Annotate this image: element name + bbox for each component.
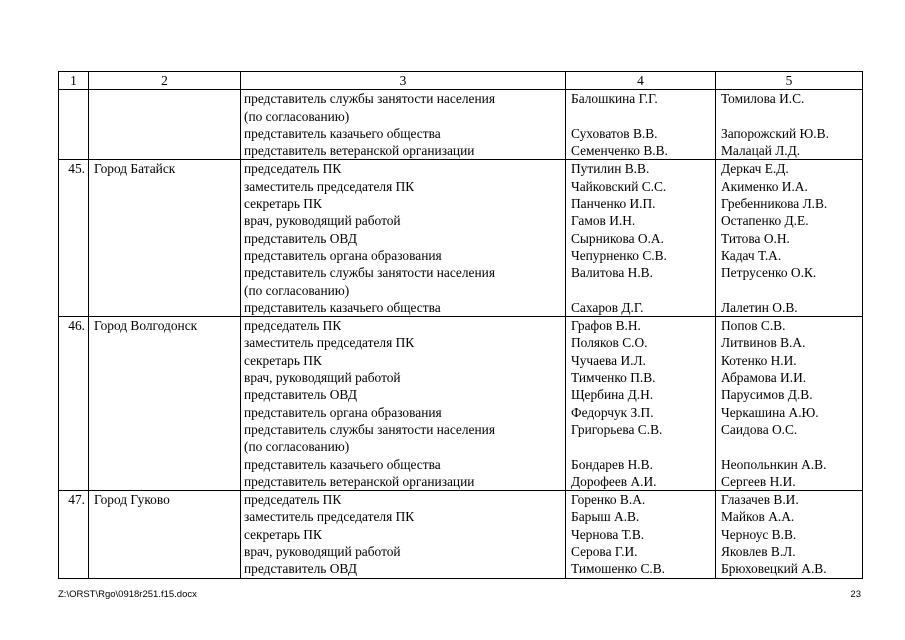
- primary-member-name: Валитова Н.В.: [571, 265, 653, 281]
- primary-member-name: Щербина Д.Н.: [571, 387, 654, 403]
- col-header-5: 5: [716, 72, 863, 90]
- role-line: представитель ОВД: [244, 230, 357, 246]
- role-line: представитель службы занятости населения: [244, 91, 495, 107]
- row-number: [59, 90, 89, 160]
- reserve-member-name: Черноус В.В.: [721, 526, 797, 542]
- role-line: председатель ПК: [244, 492, 342, 508]
- primary-member-name: Чепурненко С.В.: [571, 247, 667, 263]
- reserve-member-name: Яковлев В.Л.: [721, 544, 796, 560]
- role-line: представитель ОВД: [244, 561, 357, 577]
- role-line: (по согласованию): [244, 282, 350, 298]
- reserve-member-name: Томилова И.С.: [721, 91, 805, 107]
- reserve-member-name: Малацай Л.Д.: [721, 143, 801, 159]
- reserve-member-name: Остапенко Д.Е.: [721, 213, 809, 229]
- role-line: председатель ПК: [244, 161, 342, 177]
- primary-member-cell: [566, 317, 716, 491]
- footer-page-number: 23: [850, 589, 861, 600]
- role-line: врач, руководящий работой: [244, 370, 401, 386]
- reserve-member-name: Титова О.Н.: [721, 230, 790, 246]
- row-number: 46.: [59, 317, 89, 491]
- role-line: (по согласованию): [244, 108, 350, 124]
- role-line: врач, руководящий работой: [244, 544, 401, 560]
- role-line: представитель службы занятости населения: [244, 265, 495, 281]
- primary-member-name: Тимошенко С.В.: [571, 561, 666, 577]
- commission-table: [58, 71, 863, 579]
- reserve-member-name: Гребенникова Л.В.: [721, 196, 828, 212]
- reserve-member-name: Глазачев В.И.: [721, 492, 799, 508]
- reserve-member-name: Литвинов В.А.: [721, 335, 806, 351]
- primary-member-name: Семенченко В.В.: [571, 143, 668, 159]
- reserve-member-name: Петрусенко О.К.: [721, 265, 817, 281]
- reserve-member-name: Черкашина А.Ю.: [721, 404, 819, 420]
- reserve-member-name: Сергеев Н.И.: [721, 473, 796, 489]
- reserve-member-name: [721, 438, 862, 455]
- primary-member-cell: [566, 491, 716, 578]
- role-line: представитель казачьего общества: [244, 456, 441, 472]
- role-line: заместитель председателя ПК: [244, 335, 415, 351]
- primary-member-cell: [566, 90, 716, 160]
- reserve-member-name: Запорожский Ю.В.: [721, 125, 829, 141]
- role-cell: [241, 317, 566, 491]
- primary-member-name: Чайковский С.С.: [571, 178, 667, 194]
- primary-member-name: Чучаева И.Л.: [571, 352, 646, 368]
- reserve-member-cell: [716, 491, 863, 578]
- reserve-member-name: Парусимов Д.В.: [721, 387, 813, 403]
- reserve-member-name: [721, 108, 862, 125]
- primary-member-name: Суховатов В.В.: [571, 125, 658, 141]
- footer-file-path: Z:\ORST\Rgo\0918r251.f15.docx: [58, 589, 197, 600]
- role-line: заместитель председателя ПК: [244, 178, 415, 194]
- role-line: секретарь ПК: [244, 352, 322, 368]
- reserve-member-name: Абрамова И.И.: [721, 370, 807, 386]
- table-row: [59, 90, 863, 160]
- reserve-member-name: Попов С.В.: [721, 318, 786, 334]
- primary-member-name: Графов В.Н.: [571, 318, 641, 334]
- table-row: [59, 160, 863, 317]
- role-line: председатель ПК: [244, 318, 342, 334]
- role-line: представитель органа образования: [244, 404, 442, 420]
- reserve-member-name: Кадач Т.А.: [721, 247, 782, 263]
- primary-member-name: Горенко В.А.: [571, 492, 646, 508]
- primary-member-name: Чернова Т.В.: [571, 526, 645, 542]
- col-header-3: 3: [241, 72, 566, 90]
- col-header-2: 2: [89, 72, 241, 90]
- reserve-member-cell: [716, 90, 863, 160]
- reserve-member-cell: [716, 160, 863, 317]
- primary-member-name: Григорьева С.В.: [571, 421, 663, 437]
- primary-member-name: Путилин В.В.: [571, 161, 650, 177]
- role-line: представитель ОВД: [244, 387, 357, 403]
- reserve-member-name: Саидова О.С.: [721, 421, 798, 437]
- reserve-member-name: Акименко И.А.: [721, 178, 808, 194]
- primary-member-name: [571, 438, 715, 455]
- reserve-member-name: Майков А.А.: [721, 509, 795, 525]
- col-header-1: 1: [59, 72, 89, 90]
- reserve-member-name: [721, 282, 862, 299]
- role-line: представитель казачьего общества: [244, 299, 441, 315]
- reserve-member-name: Котенко Н.И.: [721, 352, 797, 368]
- role-cell: [241, 491, 566, 578]
- role-line: представитель органа образования: [244, 247, 442, 263]
- role-cell: [241, 160, 566, 317]
- role-line: представитель ветеранской организации: [244, 473, 475, 489]
- table-row: [59, 491, 863, 578]
- city-name: [89, 90, 241, 160]
- role-line: представитель службы занятости населения: [244, 421, 495, 437]
- primary-member-name: Сахаров Д.Г.: [571, 299, 644, 315]
- primary-member-name: Серова Г.И.: [571, 544, 638, 560]
- role-cell: [241, 90, 566, 160]
- primary-member-name: Федорчук З.П.: [571, 404, 654, 420]
- row-number: 45.: [59, 160, 89, 317]
- primary-member-name: Бондарев Н.В.: [571, 456, 653, 472]
- role-line: секретарь ПК: [244, 526, 322, 542]
- col-header-4: 4: [566, 72, 716, 90]
- primary-member-name: Барыш А.В.: [571, 509, 640, 525]
- primary-member-name: Дорофеев А.И.: [571, 473, 657, 489]
- primary-member-name: [571, 282, 715, 299]
- role-line: представитель казачьего общества: [244, 125, 441, 141]
- primary-member-name: Панченко И.П.: [571, 196, 656, 212]
- role-line: секретарь ПК: [244, 196, 322, 212]
- row-number: 47.: [59, 491, 89, 578]
- role-line: (по согласованию): [244, 439, 350, 455]
- primary-member-name: Балошкина Г.Г.: [571, 91, 658, 107]
- table-row: [59, 317, 863, 491]
- city-name: Город Волгодонск: [89, 317, 241, 491]
- primary-member-name: Сырникова О.А.: [571, 230, 664, 246]
- city-name: Город Батайск: [89, 160, 241, 317]
- role-line: заместитель председателя ПК: [244, 509, 415, 525]
- city-name: Город Гуково: [89, 491, 241, 578]
- reserve-member-name: Лалетин О.В.: [721, 299, 798, 315]
- header-row: [59, 72, 863, 90]
- reserve-member-name: Неопольнкин А.В.: [721, 456, 827, 472]
- primary-member-name: Тимченко П.В.: [571, 370, 656, 386]
- primary-member-name: Поляков С.О.: [571, 335, 648, 351]
- role-line: представитель ветеранской организации: [244, 143, 475, 159]
- primary-member-cell: [566, 160, 716, 317]
- role-line: врач, руководящий работой: [244, 213, 401, 229]
- reserve-member-cell: [716, 317, 863, 491]
- reserve-member-name: Деркач Е.Д.: [721, 161, 789, 177]
- primary-member-name: [571, 108, 715, 125]
- reserve-member-name: Брюховецкий А.В.: [721, 561, 827, 577]
- primary-member-name: Гамов И.Н.: [571, 213, 636, 229]
